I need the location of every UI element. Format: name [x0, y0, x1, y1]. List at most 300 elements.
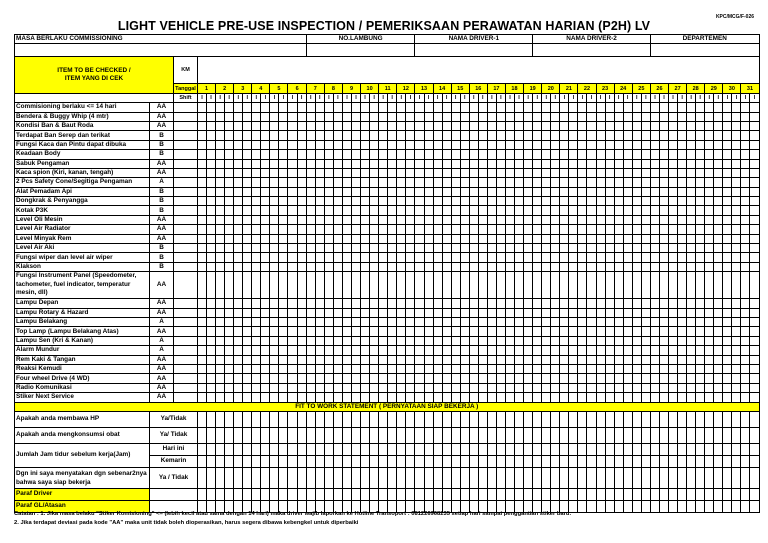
check-cell[interactable]	[460, 150, 469, 159]
check-cell[interactable]	[478, 272, 487, 299]
ftw-cell[interactable]	[333, 411, 342, 427]
ftw-cell[interactable]	[714, 455, 723, 467]
ftw-cell[interactable]	[306, 443, 315, 455]
check-cell[interactable]	[623, 215, 632, 224]
check-cell[interactable]	[243, 308, 252, 317]
check-cell[interactable]	[632, 215, 641, 224]
check-cell[interactable]	[632, 393, 641, 402]
check-cell[interactable]	[261, 272, 270, 299]
check-cell[interactable]	[705, 140, 714, 149]
check-cell[interactable]	[641, 150, 650, 159]
ftw-cell[interactable]	[487, 411, 496, 427]
check-cell[interactable]	[469, 308, 478, 317]
check-cell[interactable]	[578, 272, 587, 299]
check-cell[interactable]	[741, 206, 750, 215]
check-cell[interactable]	[415, 159, 424, 168]
ftw-cell[interactable]	[741, 467, 750, 488]
check-cell[interactable]	[750, 131, 759, 140]
check-cell[interactable]	[533, 383, 542, 392]
check-cell[interactable]	[288, 150, 297, 159]
check-cell[interactable]	[623, 150, 632, 159]
check-cell[interactable]	[714, 317, 723, 326]
check-cell[interactable]	[379, 262, 388, 271]
check-cell[interactable]	[723, 215, 732, 224]
check-cell[interactable]	[379, 178, 388, 187]
check-cell[interactable]	[252, 197, 261, 206]
check-cell[interactable]	[451, 262, 460, 271]
check-cell[interactable]	[641, 364, 650, 373]
check-cell[interactable]	[505, 383, 514, 392]
check-cell[interactable]	[397, 168, 406, 177]
check-cell[interactable]	[669, 178, 678, 187]
check-cell[interactable]	[596, 262, 605, 271]
check-cell[interactable]	[551, 374, 560, 383]
check-cell[interactable]	[696, 131, 705, 140]
check-cell[interactable]	[659, 168, 668, 177]
check-cell[interactable]	[442, 317, 451, 326]
check-cell[interactable]	[315, 121, 324, 130]
check-cell[interactable]	[596, 374, 605, 383]
ftw-cell[interactable]	[406, 427, 415, 443]
check-cell[interactable]	[723, 374, 732, 383]
check-cell[interactable]	[333, 187, 342, 196]
check-cell[interactable]	[669, 206, 678, 215]
check-cell[interactable]	[487, 121, 496, 130]
check-cell[interactable]	[442, 383, 451, 392]
check-cell[interactable]	[370, 244, 379, 253]
check-cell[interactable]	[252, 299, 261, 308]
check-cell[interactable]	[732, 374, 741, 383]
check-cell[interactable]	[641, 140, 650, 149]
ftw-cell[interactable]	[225, 443, 234, 455]
check-cell[interactable]	[225, 383, 234, 392]
check-cell[interactable]	[379, 121, 388, 130]
check-cell[interactable]	[723, 121, 732, 130]
ftw-cell[interactable]	[596, 467, 605, 488]
check-cell[interactable]	[542, 272, 551, 299]
check-cell[interactable]	[469, 262, 478, 271]
check-cell[interactable]	[306, 112, 315, 121]
check-cell[interactable]	[723, 383, 732, 392]
check-cell[interactable]	[243, 121, 252, 130]
check-cell[interactable]	[650, 140, 659, 149]
check-cell[interactable]	[361, 225, 370, 234]
check-cell[interactable]	[578, 327, 587, 336]
check-cell[interactable]	[216, 383, 225, 392]
check-cell[interactable]	[714, 262, 723, 271]
check-cell[interactable]	[705, 317, 714, 326]
check-cell[interactable]	[198, 317, 207, 326]
check-cell[interactable]	[460, 103, 469, 112]
check-cell[interactable]	[225, 140, 234, 149]
ftw-cell[interactable]	[605, 467, 614, 488]
ftw-cell[interactable]	[370, 467, 379, 488]
ftw-cell[interactable]	[207, 467, 216, 488]
check-cell[interactable]	[705, 112, 714, 121]
check-cell[interactable]	[207, 272, 216, 299]
check-cell[interactable]	[623, 327, 632, 336]
check-cell[interactable]	[288, 159, 297, 168]
check-cell[interactable]	[288, 168, 297, 177]
check-cell[interactable]	[496, 159, 505, 168]
check-cell[interactable]	[741, 225, 750, 234]
check-cell[interactable]	[198, 308, 207, 317]
ftw-cell[interactable]	[696, 455, 705, 467]
check-cell[interactable]	[487, 197, 496, 206]
check-cell[interactable]	[252, 121, 261, 130]
ftw-cell[interactable]	[496, 467, 505, 488]
check-cell[interactable]	[605, 168, 614, 177]
check-cell[interactable]	[478, 150, 487, 159]
check-cell[interactable]	[406, 168, 415, 177]
check-cell[interactable]	[669, 374, 678, 383]
check-cell[interactable]	[234, 131, 243, 140]
check-cell[interactable]	[370, 393, 379, 402]
ftw-cell[interactable]	[732, 467, 741, 488]
check-cell[interactable]	[324, 393, 333, 402]
check-cell[interactable]	[306, 178, 315, 187]
paraf-cell[interactable]	[424, 488, 433, 500]
check-cell[interactable]	[741, 393, 750, 402]
paraf-cell[interactable]	[641, 488, 650, 500]
check-cell[interactable]	[496, 317, 505, 326]
check-cell[interactable]	[252, 112, 261, 121]
check-cell[interactable]	[623, 262, 632, 271]
check-cell[interactable]	[714, 150, 723, 159]
check-cell[interactable]	[270, 308, 279, 317]
ftw-cell[interactable]	[279, 443, 288, 455]
check-cell[interactable]	[524, 150, 533, 159]
check-cell[interactable]	[451, 336, 460, 345]
check-cell[interactable]	[225, 121, 234, 130]
paraf-cell[interactable]	[451, 488, 460, 500]
check-cell[interactable]	[198, 244, 207, 253]
check-cell[interactable]	[361, 317, 370, 326]
check-cell[interactable]	[315, 234, 324, 243]
check-cell[interactable]	[379, 159, 388, 168]
check-cell[interactable]	[207, 383, 216, 392]
check-cell[interactable]	[351, 112, 360, 121]
check-cell[interactable]	[514, 178, 523, 187]
ftw-cell[interactable]	[478, 427, 487, 443]
check-cell[interactable]	[705, 346, 714, 355]
ftw-cell[interactable]	[342, 411, 351, 427]
check-cell[interactable]	[696, 121, 705, 130]
driver2-value[interactable]	[533, 44, 651, 57]
check-cell[interactable]	[451, 393, 460, 402]
check-cell[interactable]	[560, 225, 569, 234]
check-cell[interactable]	[198, 206, 207, 215]
check-cell[interactable]	[487, 308, 496, 317]
check-cell[interactable]	[524, 262, 533, 271]
check-cell[interactable]	[279, 393, 288, 402]
check-cell[interactable]	[696, 374, 705, 383]
check-cell[interactable]	[542, 178, 551, 187]
check-cell[interactable]	[306, 262, 315, 271]
check-cell[interactable]	[542, 131, 551, 140]
check-cell[interactable]	[252, 317, 261, 326]
check-cell[interactable]	[460, 206, 469, 215]
check-cell[interactable]	[333, 140, 342, 149]
check-cell[interactable]	[415, 225, 424, 234]
check-cell[interactable]	[587, 244, 596, 253]
ftw-cell[interactable]	[351, 455, 360, 467]
check-cell[interactable]	[342, 131, 351, 140]
check-cell[interactable]	[514, 272, 523, 299]
check-cell[interactable]	[514, 112, 523, 121]
check-cell[interactable]	[397, 225, 406, 234]
check-cell[interactable]	[451, 317, 460, 326]
check-cell[interactable]	[406, 336, 415, 345]
ftw-cell[interactable]	[442, 455, 451, 467]
check-cell[interactable]	[714, 197, 723, 206]
ftw-cell[interactable]	[487, 467, 496, 488]
check-cell[interactable]	[578, 131, 587, 140]
check-cell[interactable]	[478, 197, 487, 206]
check-cell[interactable]	[442, 262, 451, 271]
check-cell[interactable]	[732, 317, 741, 326]
check-cell[interactable]	[750, 262, 759, 271]
check-cell[interactable]	[623, 168, 632, 177]
check-cell[interactable]	[406, 215, 415, 224]
check-cell[interactable]	[333, 299, 342, 308]
check-cell[interactable]	[560, 103, 569, 112]
check-cell[interactable]	[524, 131, 533, 140]
check-cell[interactable]	[342, 121, 351, 130]
check-cell[interactable]	[478, 178, 487, 187]
check-cell[interactable]	[333, 206, 342, 215]
check-cell[interactable]	[659, 364, 668, 373]
check-cell[interactable]	[605, 159, 614, 168]
ftw-cell[interactable]	[478, 411, 487, 427]
check-cell[interactable]	[415, 383, 424, 392]
check-cell[interactable]	[705, 308, 714, 317]
check-cell[interactable]	[741, 355, 750, 364]
check-cell[interactable]	[696, 364, 705, 373]
check-cell[interactable]	[207, 364, 216, 373]
check-cell[interactable]	[288, 299, 297, 308]
check-cell[interactable]	[379, 346, 388, 355]
check-cell[interactable]	[696, 215, 705, 224]
check-cell[interactable]	[678, 346, 687, 355]
check-cell[interactable]	[714, 299, 723, 308]
check-cell[interactable]	[723, 178, 732, 187]
check-cell[interactable]	[524, 393, 533, 402]
check-cell[interactable]	[496, 215, 505, 224]
ftw-cell[interactable]	[342, 467, 351, 488]
check-cell[interactable]	[207, 244, 216, 253]
check-cell[interactable]	[270, 253, 279, 262]
check-cell[interactable]	[496, 336, 505, 345]
check-cell[interactable]	[596, 197, 605, 206]
check-cell[interactable]	[714, 178, 723, 187]
ftw-cell[interactable]	[650, 411, 659, 427]
check-cell[interactable]	[261, 112, 270, 121]
check-cell[interactable]	[243, 253, 252, 262]
check-cell[interactable]	[388, 112, 397, 121]
check-cell[interactable]	[687, 299, 696, 308]
check-cell[interactable]	[696, 346, 705, 355]
ftw-cell[interactable]	[641, 411, 650, 427]
paraf-cell[interactable]	[370, 488, 379, 500]
ftw-cell[interactable]	[623, 467, 632, 488]
check-cell[interactable]	[569, 168, 578, 177]
check-cell[interactable]	[324, 150, 333, 159]
check-cell[interactable]	[678, 374, 687, 383]
check-cell[interactable]	[342, 244, 351, 253]
ftw-cell[interactable]	[288, 427, 297, 443]
check-cell[interactable]	[551, 272, 560, 299]
check-cell[interactable]	[560, 121, 569, 130]
check-cell[interactable]	[198, 253, 207, 262]
check-cell[interactable]	[351, 374, 360, 383]
check-cell[interactable]	[433, 197, 442, 206]
check-cell[interactable]	[623, 308, 632, 317]
check-cell[interactable]	[351, 121, 360, 130]
check-cell[interactable]	[723, 244, 732, 253]
check-cell[interactable]	[342, 225, 351, 234]
km-cell[interactable]	[174, 225, 198, 234]
ftw-cell[interactable]	[415, 455, 424, 467]
check-cell[interactable]	[234, 234, 243, 243]
check-cell[interactable]	[469, 327, 478, 336]
check-cell[interactable]	[306, 140, 315, 149]
check-cell[interactable]	[587, 225, 596, 234]
ftw-cell[interactable]	[587, 467, 596, 488]
check-cell[interactable]	[714, 215, 723, 224]
paraf-cell[interactable]	[732, 488, 741, 500]
check-cell[interactable]	[270, 317, 279, 326]
check-cell[interactable]	[234, 374, 243, 383]
check-cell[interactable]	[225, 355, 234, 364]
check-cell[interactable]	[687, 234, 696, 243]
check-cell[interactable]	[487, 215, 496, 224]
check-cell[interactable]	[315, 355, 324, 364]
check-cell[interactable]	[551, 383, 560, 392]
check-cell[interactable]	[270, 234, 279, 243]
check-cell[interactable]	[324, 299, 333, 308]
ftw-cell[interactable]	[705, 443, 714, 455]
check-cell[interactable]	[216, 244, 225, 253]
ftw-cell[interactable]	[216, 455, 225, 467]
check-cell[interactable]	[361, 234, 370, 243]
check-cell[interactable]	[723, 393, 732, 402]
check-cell[interactable]	[614, 159, 623, 168]
check-cell[interactable]	[279, 140, 288, 149]
check-cell[interactable]	[451, 374, 460, 383]
check-cell[interactable]	[451, 140, 460, 149]
ftw-cell[interactable]	[397, 455, 406, 467]
check-cell[interactable]	[333, 121, 342, 130]
check-cell[interactable]	[406, 225, 415, 234]
check-cell[interactable]	[261, 244, 270, 253]
ftw-cell[interactable]	[596, 443, 605, 455]
check-cell[interactable]	[342, 103, 351, 112]
check-cell[interactable]	[750, 308, 759, 317]
check-cell[interactable]	[397, 374, 406, 383]
check-cell[interactable]	[596, 244, 605, 253]
check-cell[interactable]	[388, 150, 397, 159]
ftw-cell[interactable]	[342, 443, 351, 455]
check-cell[interactable]	[750, 355, 759, 364]
check-cell[interactable]	[297, 272, 306, 299]
paraf-cell[interactable]	[415, 488, 424, 500]
check-cell[interactable]	[324, 140, 333, 149]
check-cell[interactable]	[496, 225, 505, 234]
ftw-cell[interactable]	[406, 455, 415, 467]
ftw-cell[interactable]	[614, 455, 623, 467]
check-cell[interactable]	[288, 103, 297, 112]
check-cell[interactable]	[569, 112, 578, 121]
check-cell[interactable]	[659, 355, 668, 364]
check-cell[interactable]	[478, 383, 487, 392]
check-cell[interactable]	[433, 168, 442, 177]
check-cell[interactable]	[288, 355, 297, 364]
check-cell[interactable]	[505, 103, 514, 112]
check-cell[interactable]	[741, 131, 750, 140]
check-cell[interactable]	[587, 253, 596, 262]
ftw-cell[interactable]	[351, 427, 360, 443]
check-cell[interactable]	[379, 327, 388, 336]
check-cell[interactable]	[198, 355, 207, 364]
check-cell[interactable]	[705, 168, 714, 177]
check-cell[interactable]	[696, 262, 705, 271]
check-cell[interactable]	[750, 327, 759, 336]
check-cell[interactable]	[524, 364, 533, 373]
check-cell[interactable]	[288, 244, 297, 253]
paraf-cell[interactable]	[198, 488, 207, 500]
check-cell[interactable]	[669, 317, 678, 326]
check-cell[interactable]	[478, 299, 487, 308]
check-cell[interactable]	[623, 103, 632, 112]
check-cell[interactable]	[460, 355, 469, 364]
check-cell[interactable]	[397, 327, 406, 336]
check-cell[interactable]	[324, 121, 333, 130]
check-cell[interactable]	[605, 215, 614, 224]
check-cell[interactable]	[732, 150, 741, 159]
check-cell[interactable]	[315, 215, 324, 224]
check-cell[interactable]	[406, 374, 415, 383]
ftw-cell[interactable]	[732, 455, 741, 467]
check-cell[interactable]	[750, 159, 759, 168]
check-cell[interactable]	[650, 215, 659, 224]
check-cell[interactable]	[216, 168, 225, 177]
ftw-cell[interactable]	[524, 455, 533, 467]
km-cell[interactable]	[174, 187, 198, 196]
km-entry-area[interactable]	[198, 57, 760, 84]
check-cell[interactable]	[243, 197, 252, 206]
check-cell[interactable]	[669, 112, 678, 121]
ftw-cell[interactable]	[451, 455, 460, 467]
check-cell[interactable]	[415, 262, 424, 271]
check-cell[interactable]	[524, 215, 533, 224]
check-cell[interactable]	[406, 253, 415, 262]
ftw-cell[interactable]	[687, 427, 696, 443]
check-cell[interactable]	[279, 374, 288, 383]
check-cell[interactable]	[216, 103, 225, 112]
check-cell[interactable]	[243, 225, 252, 234]
ftw-cell[interactable]	[424, 467, 433, 488]
check-cell[interactable]	[741, 336, 750, 345]
check-cell[interactable]	[496, 178, 505, 187]
check-cell[interactable]	[442, 244, 451, 253]
paraf-cell[interactable]	[587, 488, 596, 500]
check-cell[interactable]	[324, 336, 333, 345]
check-cell[interactable]	[261, 187, 270, 196]
ftw-cell[interactable]	[551, 411, 560, 427]
check-cell[interactable]	[370, 383, 379, 392]
check-cell[interactable]	[388, 168, 397, 177]
